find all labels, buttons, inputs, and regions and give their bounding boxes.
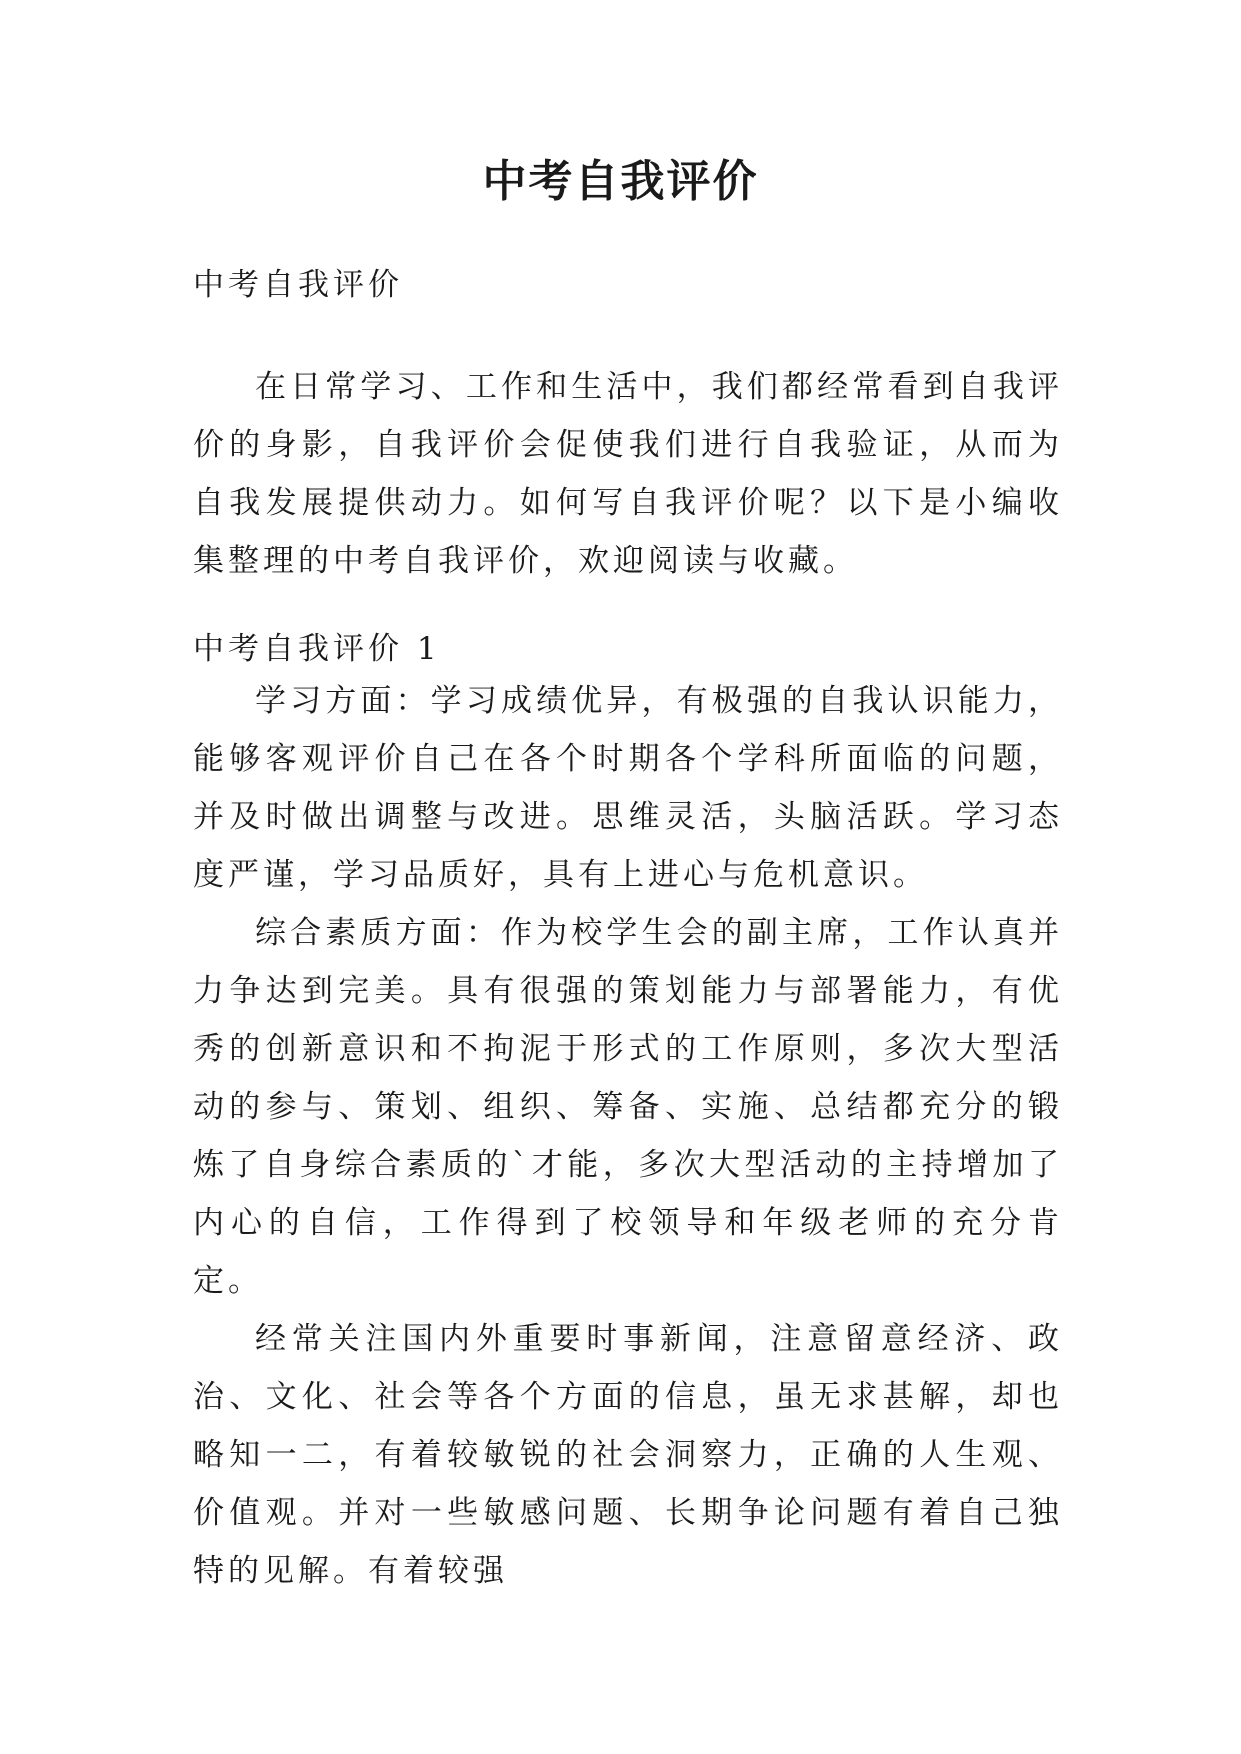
intro-paragraph-block — [193, 358, 1063, 590]
paragraph-news: 经常关注国内外重要时事新闻，注意留意经济、政治、文化、社会等各个方面的信息，虽无求甚解，却也略知一二，有着较敏锐的社会洞察力，正确的人生观、价值观。并对一些敏感问题、长期争论问题有着自己独特的见解。有着较强 — [193, 1321, 1063, 1589]
paragraph-quality: 综合素质方面：作为校学生会的副主席，工作认真并力争达到完美。具有很强的策划能力与部署能力，有优秀的创新意识和不拘泥于形式的工作原则，多次大型活动的参与、策划、组织、筹备、实施、总结都充分的锻炼了自身综合素质的`才能，多次大型活动的主持增加了内心的自信，工作得到了校领导和年级老师的充分肯定。 — [193, 915, 1063, 1299]
document-title: 中考自我评价 — [482, 156, 759, 207]
document-subtitle: 中考自我评价 — [193, 267, 403, 303]
section-body — [193, 672, 1063, 1600]
paragraph-study: 学习方面：学习成绩优异，有极强的自我认识能力，能够客观评价自己在各个时期各个学科所面临的问题，并及时做出调整与改进。思维灵活，头脑活跃。学习态度严谨，学习品质好，具有上进心与危机意识。 — [193, 683, 1063, 893]
intro-paragraph: 在日常学习、工作和生活中，我们都经常看到自我评价的身影，自我评价会促使我们进行自我验证，从而为自我发展提供动力。如何写自我评价呢？以下是小编收集整理的中考自我评价，欢迎阅读与收藏。 — [193, 369, 1063, 579]
section-heading: 中考自我评价 1 — [193, 631, 441, 667]
